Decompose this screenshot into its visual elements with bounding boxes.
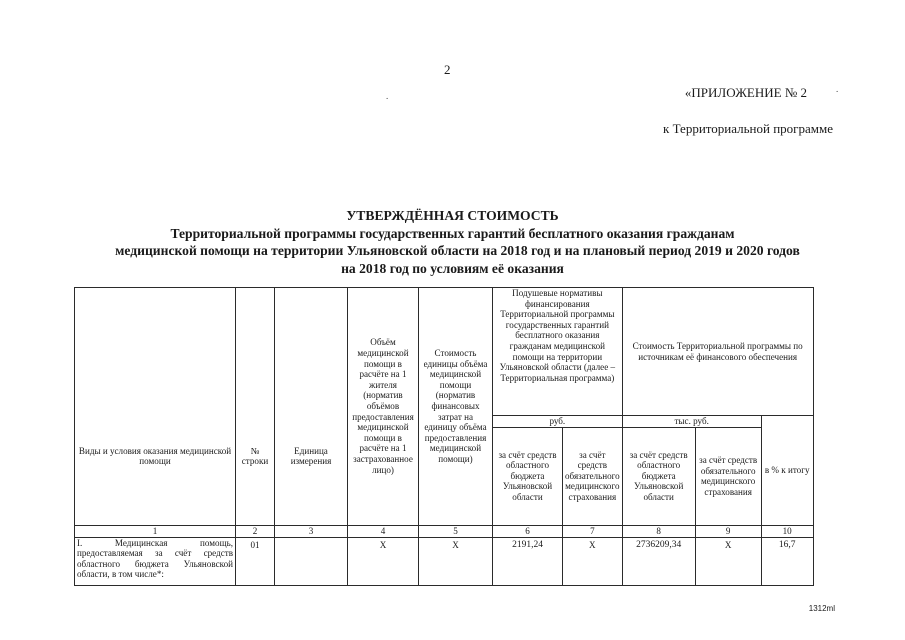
- header-unit-cost: Стоимость единицы объёма медицинской помощи (норматив финансовых затрат на единицу объёма предоставления медицинской помощи): [419, 288, 493, 526]
- page-number: 2: [444, 62, 451, 77]
- column-number: 10: [761, 525, 813, 537]
- row-pc-budget: 2191,24: [493, 537, 563, 585]
- header-cost-oms: за счёт средств обязательного медицинского страхования: [695, 427, 761, 525]
- title-line-4: на 2018 год по условиям её оказания: [341, 260, 564, 276]
- unit-rub: руб.: [493, 416, 623, 428]
- appendix-subtitle: к Территориальной программе: [663, 121, 833, 136]
- title-line-2: Территориальной программы государственных гарантий бесплатного оказания гражданам: [170, 225, 735, 241]
- header-pc-budget: за счёт средств областного бюджета Ульяновской области: [493, 427, 563, 525]
- column-number: 2: [236, 525, 275, 537]
- scan-dot: .: [386, 91, 389, 101]
- column-number: 5: [419, 525, 493, 537]
- column-number: 7: [563, 525, 623, 537]
- row-unit-cost: Х: [419, 537, 493, 585]
- column-number: 4: [348, 525, 419, 537]
- column-number: 9: [695, 525, 761, 537]
- row-cost-budget: 2736209,34: [622, 537, 695, 585]
- header-percent: в % к итогу: [761, 416, 813, 526]
- footer-code: 1312ml: [808, 604, 835, 613]
- title-line-1: УТВЕРЖДЁННАЯ СТОИМОСТЬ: [346, 208, 559, 223]
- column-number-row: [75, 525, 814, 537]
- column-number: 1: [75, 525, 236, 537]
- row-unit: [275, 537, 348, 585]
- header-unit: Единица измерения: [275, 288, 348, 526]
- document-title: [0, 207, 905, 277]
- header-per-capita-group: Подушевые нормативы финансирования Территориальной программы государственных гарантий бесплатного оказания гражданам медицинской помощи на территории Ульяновской области (далее – Территориальная программа): [493, 288, 623, 416]
- header-cost-budget: за счёт средств областного бюджета Ульяновской области: [622, 427, 695, 525]
- column-number: 6: [493, 525, 563, 537]
- cost-table: [74, 287, 814, 586]
- row-percent: 16,7: [761, 537, 813, 585]
- header-cost-group: Стоимость Территориальной программы по источникам её финансового обеспечения: [622, 288, 813, 416]
- table-row: [75, 537, 814, 585]
- header-line-no: № строки: [236, 288, 275, 526]
- row-name: I. Медицинская помощь, предоставляемая за счёт средств областного бюджета Ульяновской области, в том числе*:: [75, 537, 236, 585]
- row-cost-oms: Х: [695, 537, 761, 585]
- row-volume: Х: [348, 537, 419, 585]
- header-kind: Виды и условия оказания медицинской помощи: [75, 288, 236, 526]
- row-line-no: 01: [236, 537, 275, 585]
- column-number: 8: [622, 525, 695, 537]
- header-pc-oms: за счёт средств обязательного медицинского страхования: [563, 427, 623, 525]
- header-volume: Объём медицинской помощи в расчёте на 1 жителя (норматив объёмов предоставления медицинской помощи в расчёте на 1 застрахованное лицо): [348, 288, 419, 526]
- appendix-label: «ПРИЛОЖЕНИЕ № 2: [684, 85, 807, 100]
- scan-dot: .: [836, 84, 839, 94]
- column-number: 3: [275, 525, 348, 537]
- row-pc-oms: Х: [563, 537, 623, 585]
- unit-thousand-rub: тыс. руб.: [622, 416, 761, 428]
- title-line-3: медицинской помощи на территории Ульяновской области на 2018 год и на плановый период 2019 и 2020 годов: [115, 243, 800, 258]
